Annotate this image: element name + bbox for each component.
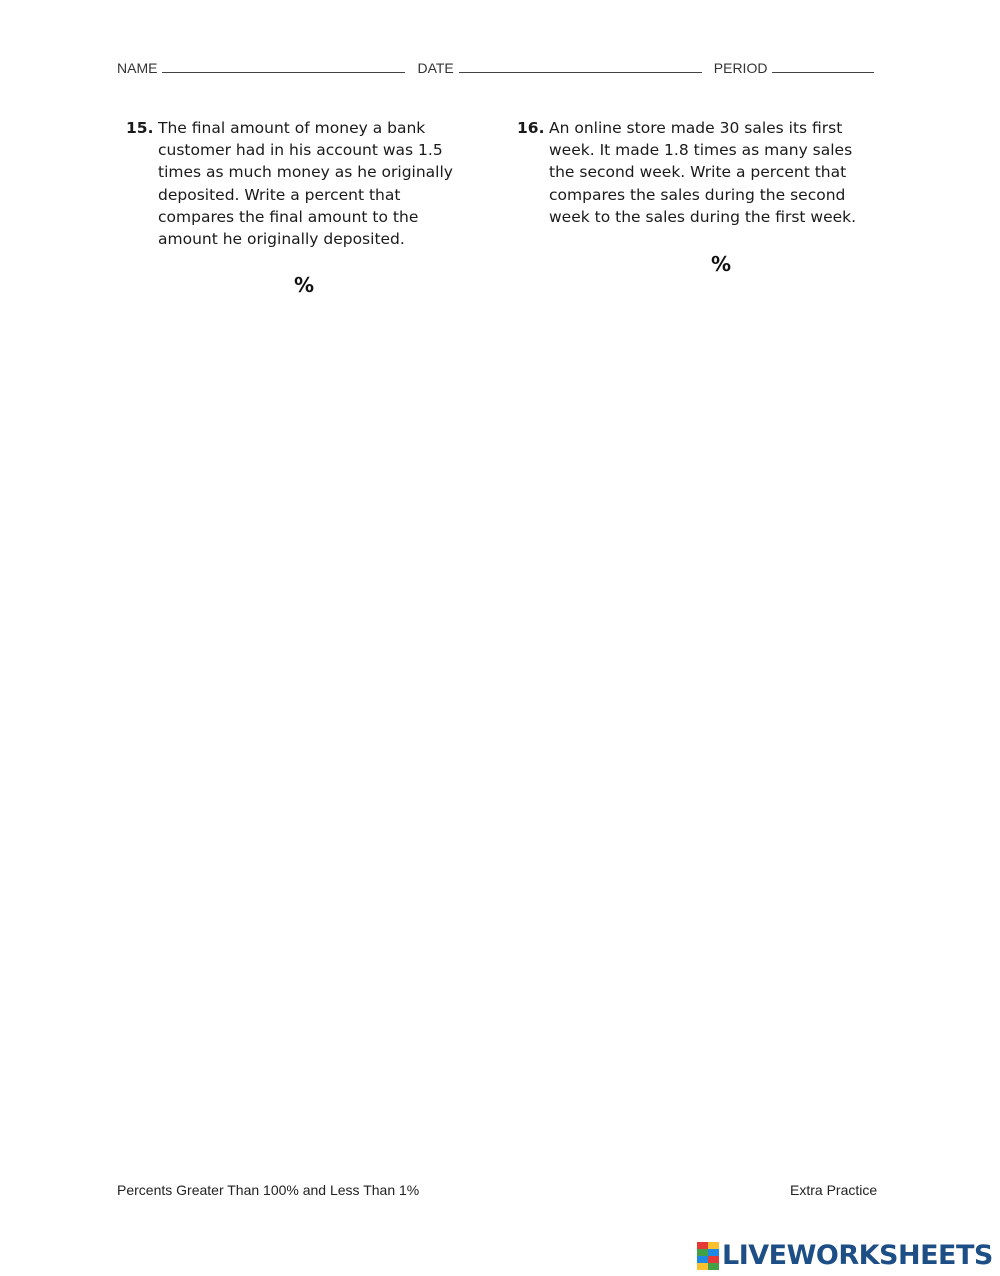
date-label: DATE bbox=[417, 60, 454, 76]
period-blank bbox=[772, 59, 874, 73]
problem-text: The final amount of money a bank customer had in his account was 1.5 times as much money as he originally deposited. Write a percent that compares the final amount to the amount he originally deposited. bbox=[158, 119, 453, 249]
liveworksheets-logo-icon bbox=[697, 1242, 719, 1270]
name-label: NAME bbox=[117, 60, 158, 76]
name-blank bbox=[162, 59, 405, 73]
problem-16 bbox=[517, 117, 877, 228]
problem-number: 15. bbox=[126, 119, 154, 137]
period-label: PERIOD bbox=[713, 60, 768, 76]
answer-percent-sign: % bbox=[294, 273, 315, 297]
footer-title: Percents Greater Than 100% and Less Than 1% bbox=[117, 1182, 420, 1198]
problem-number: 16. bbox=[517, 119, 545, 137]
problem-text: An online store made 30 sales its first week. It made 1.8 times as many sales the second week. Write a percent that compares the sales during the second week to the sales during the first week. bbox=[549, 119, 857, 226]
date-blank bbox=[459, 59, 702, 73]
problem-15 bbox=[126, 117, 478, 250]
answer-percent-sign: % bbox=[711, 252, 732, 276]
brand-name: LIVEWORKSHEETS bbox=[722, 1240, 993, 1271]
liveworksheets-brand bbox=[697, 1241, 993, 1271]
worksheet-header bbox=[117, 59, 882, 76]
footer-extra-practice: Extra Practice bbox=[790, 1182, 878, 1198]
